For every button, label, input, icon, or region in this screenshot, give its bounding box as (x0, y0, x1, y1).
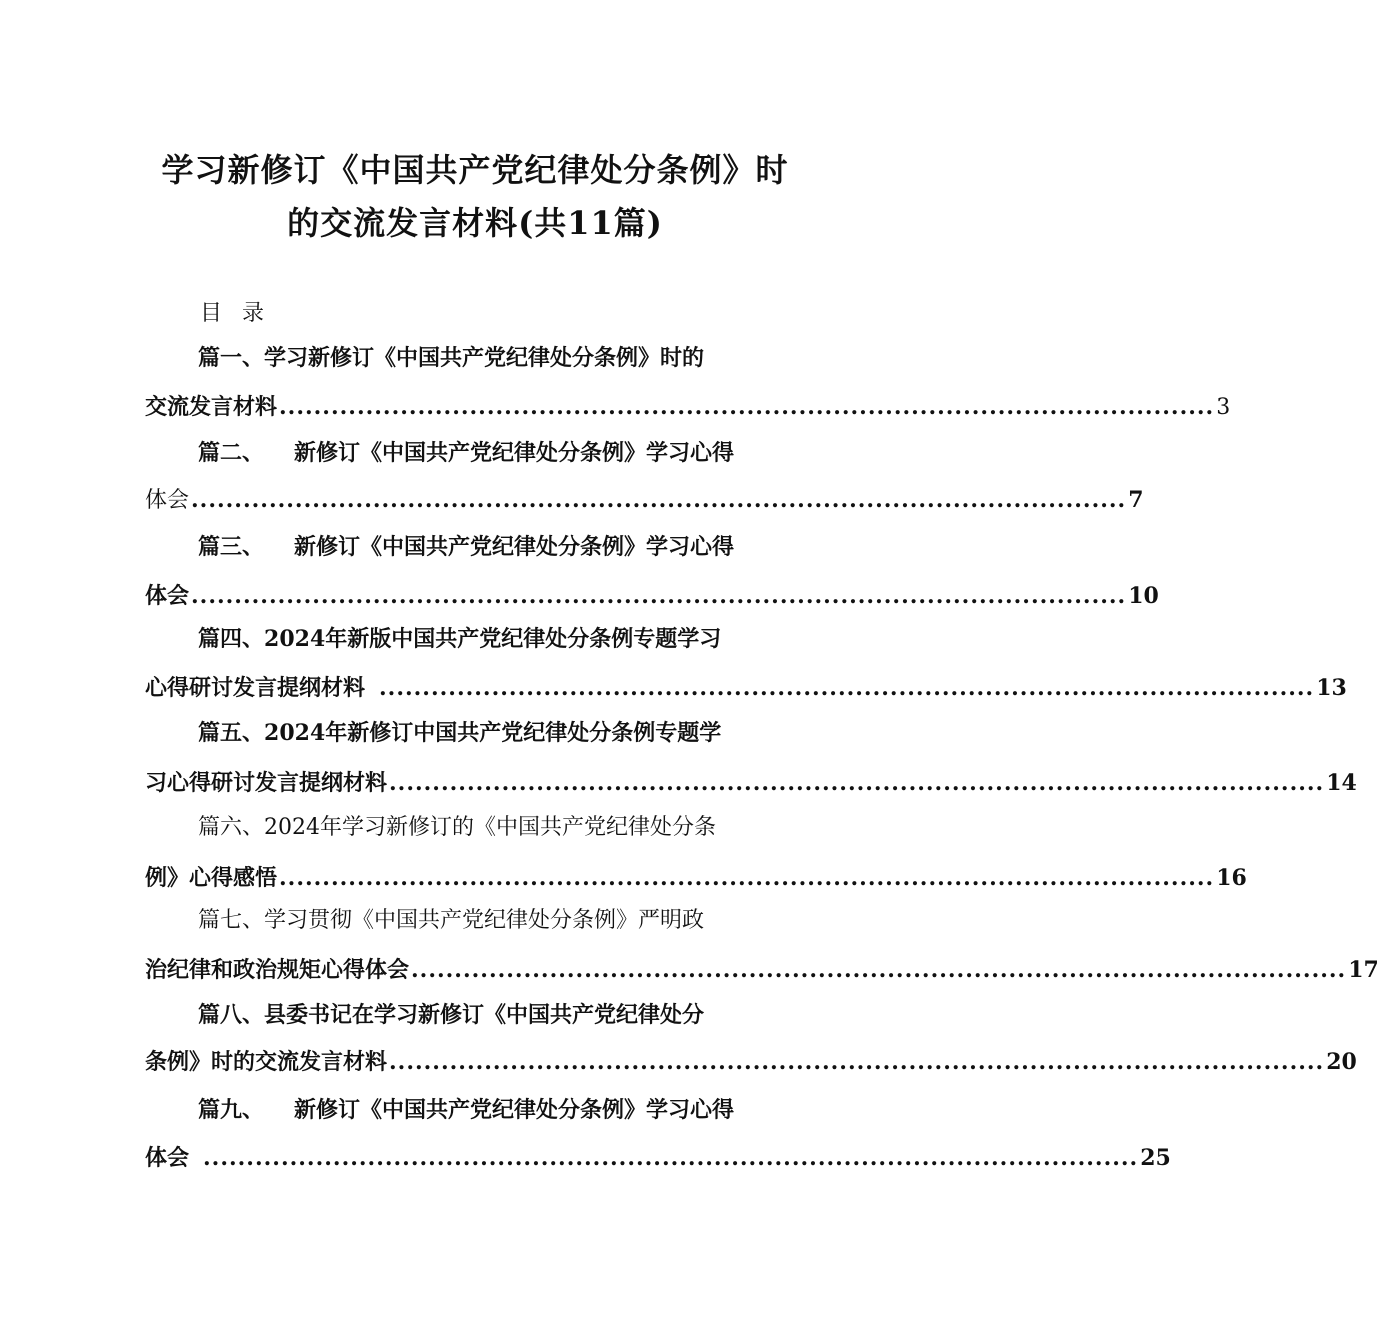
toc-entry-number: 篇九、 (198, 1097, 265, 1123)
toc-entry-3-line-1 (198, 532, 808, 562)
toc-entry-number: 篇一、 (198, 345, 265, 371)
toc-entry-1-line-2 (145, 392, 1231, 423)
toc-entry-title-part-1: 新修订《中国共产党纪律处分条例》学习心得 (294, 1097, 735, 1123)
toc-entry-page: 16 (1216, 865, 1247, 891)
toc-entry-page: 10 (1128, 583, 1159, 609)
toc-entry-page: 13 (1316, 675, 1347, 701)
toc-entry-number: 篇七、 (198, 908, 265, 933)
document-title-line-1: 学习新修订《中国共产党纪律处分条例》时 (161, 151, 789, 189)
toc-entry-number: 篇四、 (198, 626, 265, 652)
toc-entry-3-line-2 (145, 581, 1159, 611)
toc-entry-9-line-2 (145, 1143, 1171, 1173)
toc-entry-title-part-1: 学习新修订《中国共产党纪律处分条例》时的 (264, 345, 705, 371)
toc-entry-title-part-2: 习心得研讨发言提纲材料 (145, 770, 388, 796)
toc-entry-number: 篇五、 (198, 720, 265, 746)
toc-entry-page: 7 (1128, 487, 1144, 513)
toc-entry-title-part-2: 体会 (145, 488, 190, 513)
dot-leader: ............................................................................................................ (389, 1049, 1325, 1075)
toc-entry-4-line-2 (145, 673, 1347, 703)
toc-entry-title-part-1: 新修订《中国共产党纪律处分条例》学习心得 (294, 440, 735, 466)
toc-entry-title-part-2: 条例》时的交流发言材料 (145, 1049, 388, 1075)
toc-entry-8-line-2 (145, 1047, 1357, 1077)
toc-entry-title-part-2: 体会 (145, 1145, 190, 1171)
toc-entry-number: 篇八、 (198, 1002, 265, 1028)
toc-entry-number: 篇三、 (198, 534, 265, 560)
dot-leader: ............................................................................................................ (411, 957, 1347, 983)
toc-entry-7-line-2 (145, 955, 1379, 985)
toc-entry-page: 25 (1140, 1145, 1171, 1171)
toc-heading: 目录 (200, 301, 285, 326)
toc-entry-title-part-1: 2024年新修订中国共产党纪律处分条例专题学 (264, 720, 722, 746)
toc-entry-5-line-1 (198, 718, 813, 748)
toc-entry-title-part-2: 例》心得感悟 (145, 865, 278, 891)
toc-entry-2-line-2 (145, 485, 1144, 516)
toc-entry-title-part-1: 县委书记在学习新修订《中国共产党纪律处分 (264, 1002, 705, 1028)
document-title-line-2: 的交流发言材料(共11篇) (287, 204, 663, 242)
toc-entry-number: 篇六、 (198, 815, 265, 840)
toc-entry-5-line-2 (145, 768, 1357, 798)
toc-entry-6-line-1 (198, 813, 813, 843)
dot-leader: ............................................................................................................ (203, 1145, 1139, 1171)
toc-entry-2-line-1 (198, 438, 808, 468)
toc-entry-4-line-1 (198, 624, 808, 654)
toc-entry-title-part-2: 交流发言材料 (145, 394, 278, 420)
toc-entry-9-line-1 (198, 1095, 808, 1125)
toc-entry-page: 20 (1326, 1049, 1357, 1075)
toc-entry-6-line-2 (145, 863, 1247, 893)
dot-leader: ............................................................................................................ (389, 770, 1325, 796)
toc-entry-title-part-1: 新修订《中国共产党纪律处分条例》学习心得 (294, 534, 735, 560)
dot-leader: ............................................................................................................ (191, 487, 1127, 513)
toc-entry-7-line-1 (198, 906, 808, 936)
toc-entry-title-part-1: 2024年新版中国共产党纪律处分条例专题学习 (264, 626, 722, 652)
toc-entry-1-line-1 (198, 343, 808, 373)
dot-leader: ............................................................................................................ (379, 675, 1315, 701)
toc-entry-title-part-1: 2024年学习新修订的《中国共产党纪律处分条 (264, 815, 717, 840)
toc-entry-title-part-2: 治纪律和政治规矩心得体会 (145, 957, 410, 983)
dot-leader: ............................................................................................................ (279, 394, 1215, 420)
toc-entry-number: 篇二、 (198, 440, 265, 466)
toc-entry-page: 14 (1326, 770, 1357, 796)
toc-entry-title-part-1: 学习贯彻《中国共产党纪律处分条例》严明政 (264, 908, 705, 933)
toc-entry-page: 17 (1348, 957, 1379, 983)
toc-entry-8-line-1 (198, 1000, 808, 1030)
dot-leader: ............................................................................................................ (191, 583, 1127, 609)
toc-entry-page: 3 (1216, 395, 1231, 420)
toc-entry-title-part-2: 体会 (145, 583, 190, 609)
toc-entry-title-part-2: 心得研讨发言提纲材料 (145, 675, 366, 701)
dot-leader: ............................................................................................................ (279, 865, 1215, 891)
